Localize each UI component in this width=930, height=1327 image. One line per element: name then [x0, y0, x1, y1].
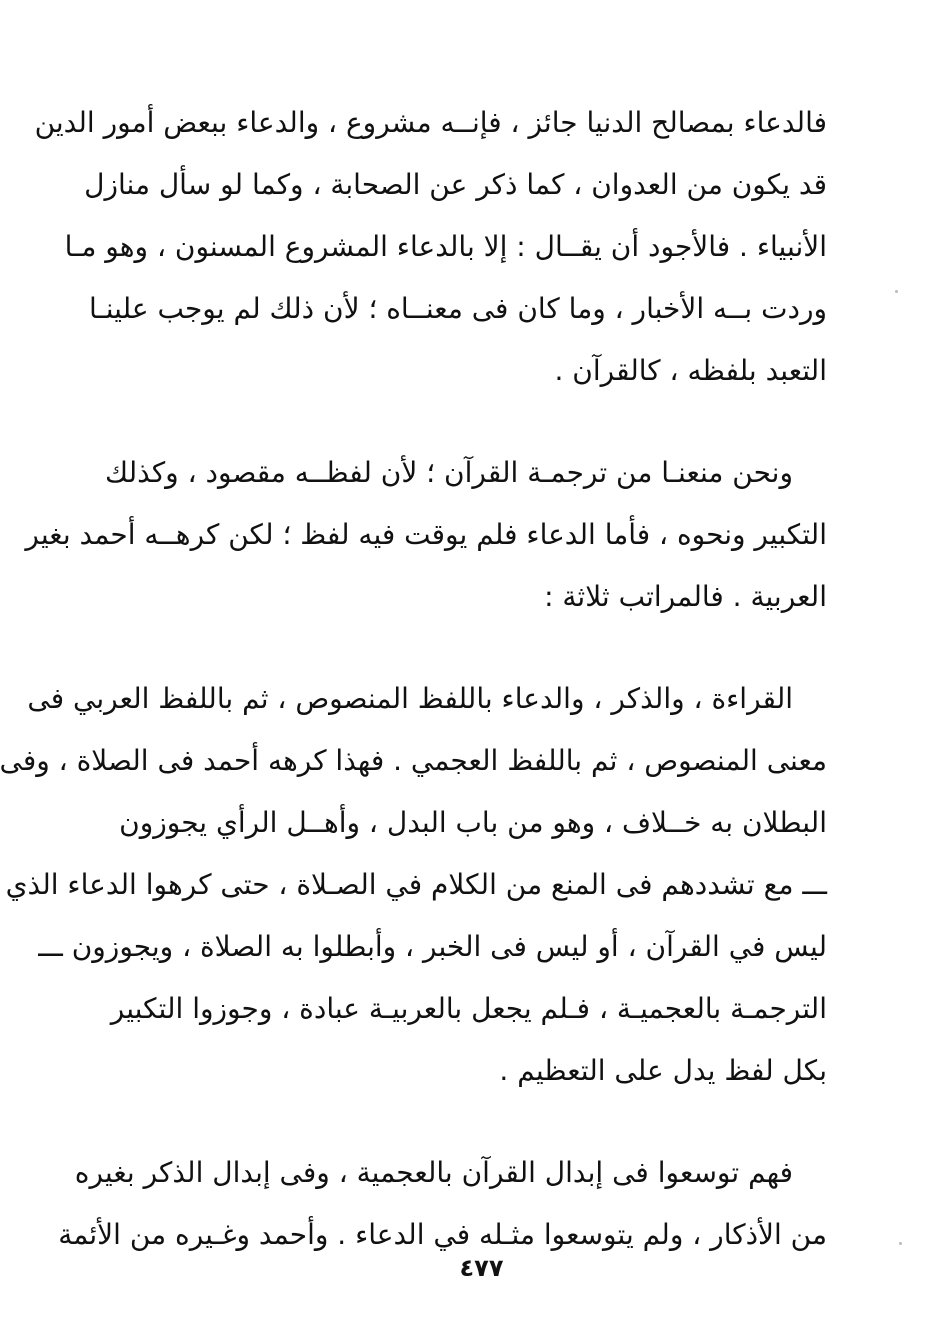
text-line: من الأذكار ، ولم يتوسعوا مثـله في الدعاء . وأحمد وغـيره من الأئمة — [58, 1218, 827, 1251]
paragraph-3 — [0, 668, 827, 1102]
text-line: ـــ مع تشددهم فى المنع من الكلام في الصـلاة ، حتى كرهوا الدعاء الذي — [5, 868, 827, 901]
scan-speck — [899, 1242, 902, 1245]
text-line: بكل لفظ يدل على التعظيم . — [499, 1054, 827, 1087]
text-line: الترجمـة بالعجميـة ، فـلم يجعل بالعربيـة عبادة ، وجوزوا التكبير — [110, 992, 827, 1025]
paragraph-4 — [58, 1142, 827, 1266]
text-line: العربية . فالمراتب ثلاثة : — [544, 580, 827, 613]
text-line: فهم توسعوا فى إبدال القرآن بالعجمية ، وفى إبدال الذكر بغيره — [74, 1156, 793, 1189]
text-line: فالدعاء بمصالح الدنيا جائز ، فإنــه مشروع ، والدعاء ببعض أمور الدين — [34, 106, 827, 139]
scan-speck — [895, 290, 898, 293]
text-line: القراءة ، والذكر ، والدعاء باللفظ المنصوص ، ثم باللفظ العربي فى — [27, 682, 793, 715]
text-line: قد يكون من العدوان ، كما ذكر عن الصحابة ، وكما لو سأل منازل — [84, 168, 827, 201]
page-number: ٤٧٧ — [459, 1254, 504, 1282]
text-line: التعبد بلفظه ، كالقرآن . — [554, 354, 827, 387]
text-line: التكبير ونحوه ، فأما الدعاء فلم يوقت فيه لفظ ؛ لكن كرهــه أحمد بغير — [25, 518, 827, 551]
paragraph-2 — [25, 442, 827, 628]
text-line: البطلان به خــلاف ، وهو من باب البدل ، وأهــل الرأي يجوزون — [119, 806, 827, 839]
text-line: وردت بــه الأخبار ، وما كان فى معنــاه ؛ لأن ذلك لم يوجب علينـا — [88, 292, 827, 325]
page-body — [0, 92, 827, 1266]
paragraph-1 — [34, 92, 827, 402]
text-line: الأنبياء . فالأجود أن يقــال : إلا بالدعاء المشروع المسنون ، وهو مـا — [64, 230, 827, 263]
text-line: معنى المنصوص ، ثم باللفظ العجمي . فهذا كرهه أحمد فى الصلاة ، وفى — [0, 744, 827, 777]
text-line: ونحن منعنـا من ترجمـة القرآن ؛ لأن لفظــه مقصود ، وكذلك — [105, 456, 793, 489]
text-line: ليس في القرآن ، أو ليس فى الخبر ، وأبطلوا به الصلاة ، ويجوزون ـــ — [38, 930, 827, 963]
